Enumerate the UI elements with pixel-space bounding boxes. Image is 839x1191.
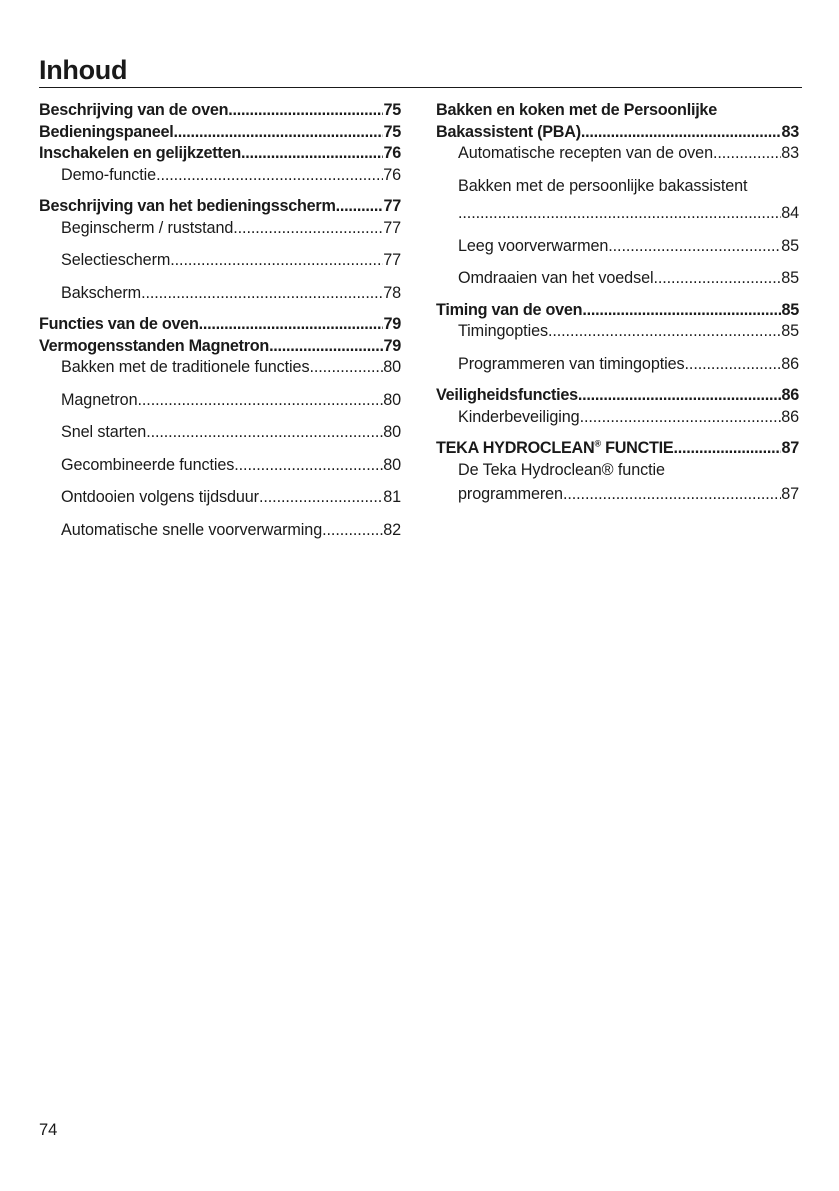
toc-entry[interactable] [436,300,799,322]
toc-entry-text: Omdraaien van het voedsel [458,269,654,287]
toc-entry-page: 83 [781,122,799,141]
toc-subentry[interactable] [39,455,401,477]
toc-entry-text [436,438,673,460]
toc-subentry[interactable] [436,460,799,506]
leader-dots [458,203,781,225]
toc-entry-text: De Teka Hydroclean® functie [458,460,665,479]
toc-entry-page: 84 [781,204,799,222]
toc-entry-text: Beschrijving van het bedieningsscherm [39,197,336,215]
toc-subentry[interactable] [39,357,401,379]
toc-entry-page: 82 [383,520,401,539]
leader-dots [336,196,384,218]
toc-entry-page: 75 [383,122,401,141]
toc-subentry[interactable] [39,218,401,240]
toc-right-column [436,100,799,506]
leader-dots [580,407,782,429]
toc-entry-text: Bakken met de persoonlijke bakassistent [458,176,748,195]
toc-entry-text: Veiligheidsfuncties [436,386,578,404]
toc-subentry[interactable] [436,354,799,376]
toc-entry-text: Bedieningspaneel [39,122,174,141]
toc-subentry[interactable] [39,390,401,412]
toc-entry-text: Magnetron [61,390,138,409]
toc-entry-page: 86 [781,354,799,373]
toc-entry[interactable] [436,100,799,143]
toc-entry-page: 77 [383,251,401,269]
toc-entry-text: Timingopties [458,322,548,340]
toc-entry-text: Functies van de oven [39,315,199,333]
toc-entry-text: Selectiescherm [61,251,171,269]
toc-subentry[interactable] [39,487,401,509]
toc-entry-page: 81 [383,488,401,506]
toc-entry-page: 83 [781,144,799,162]
leader-dots [713,143,781,165]
toc-entry-text: Gecombineerde functies [61,455,235,474]
toc-entry[interactable] [39,336,401,358]
leader-dots [548,321,781,343]
leader-dots [170,250,383,272]
toc-entry-continuation [458,203,799,225]
registered-mark: ® [594,438,601,449]
toc-entry-text: Timing van de oven [436,300,583,319]
leader-dots [673,438,781,460]
leader-dots [581,122,782,144]
leader-dots [309,357,383,379]
toc-entry-text-part: FUNCTIE [600,439,674,457]
toc-entry-page: 80 [383,358,401,376]
leader-dots [269,336,383,358]
toc-subentry[interactable] [436,407,799,429]
leader-dots [141,283,383,305]
toc-entry-text: Programmeren van timingopties [458,354,685,373]
leader-dots [608,236,781,258]
toc-entry-text: Vermogensstanden Magnetron [39,336,270,355]
leader-dots [241,143,384,165]
toc-entry-text: Bakken met de traditionele functies [61,358,310,376]
toc-entry[interactable] [39,122,401,144]
toc-entry-continuation [436,122,799,144]
toc-subentry[interactable] [436,321,799,343]
toc-entry-page: 78 [383,283,401,302]
toc-entry-text: Inschakelen en gelijkzetten [39,144,241,162]
toc-subentry[interactable] [39,422,401,444]
toc-subentry[interactable] [436,236,799,258]
toc-entry-continuation [458,484,799,506]
toc-entry-page: 80 [383,423,401,441]
toc-left-column [39,100,401,541]
leader-dots [582,300,781,322]
title-divider [39,87,802,88]
toc-entry-text: Ontdooien volgens tijdsduur [61,488,259,506]
toc-entry-page: 77 [383,218,401,237]
toc-entry[interactable] [436,438,799,460]
leader-dots [653,268,781,290]
leader-dots [233,218,383,240]
toc-entry[interactable] [39,143,401,165]
toc-entry-text: Bakassistent (PBA) [436,122,581,141]
toc-entry-page: 85 [781,322,799,340]
toc-entry-page: 80 [383,455,401,474]
leader-dots [146,422,383,444]
toc-entry-page: 80 [383,390,401,409]
leader-dots [156,165,383,187]
leader-dots [578,385,782,407]
leader-dots [138,390,384,412]
toc-entry[interactable] [436,385,799,407]
toc-entry-page: 76 [383,165,401,184]
leader-dots [199,314,384,336]
toc-entry-text: Automatische recepten van de oven [458,144,713,162]
leader-dots [174,122,384,144]
toc-entry[interactable] [39,196,401,218]
toc-entry-text: Demo-functie [61,165,157,184]
toc-entry-text-part: TEKA HYDROCLEAN [436,439,595,457]
toc-subentry[interactable] [436,143,799,165]
toc-entry-page: 86 [781,386,799,404]
toc-entry-text: Beginscherm / ruststand [61,218,234,237]
toc-subentry[interactable] [39,165,401,187]
toc-entry-page: 75 [383,101,401,119]
toc-entry-text: Automatische snelle voorverwarming [61,520,323,539]
toc-entry[interactable] [39,100,401,122]
leader-dots [259,487,383,509]
toc-entry[interactable] [39,314,401,336]
toc-subentry[interactable] [436,268,799,290]
toc-subentry[interactable] [39,283,401,305]
page-title: Inhoud [39,55,128,85]
toc-entry-page: 87 [781,485,799,503]
toc-entry-text: programmeren [458,485,563,503]
toc-entry-text: Leeg voorverwarmen [458,236,609,255]
toc-entry-page: 79 [383,336,401,355]
toc-entry-page: 79 [383,315,401,333]
leader-dots [234,455,383,477]
toc-entry-page: 86 [781,407,799,426]
toc-subentry[interactable] [436,176,799,225]
toc-entry-page: 85 [781,269,799,287]
toc-entry-text: Bakscherm [61,283,142,302]
leader-dots [563,484,781,506]
page-number: 74 [39,1121,58,1139]
toc-entry-page: 85 [781,300,799,319]
toc-subentry[interactable] [39,520,401,542]
toc-entry-page: 77 [383,197,401,215]
toc-entry-page: 76 [383,144,401,162]
toc-entry-text: Bakken en koken met de Persoonlijke [436,101,717,119]
leader-dots [322,520,383,542]
toc-entry-page: 87 [781,439,799,457]
toc-entry-text: Kinderbeveiliging [458,407,580,426]
toc-subentry[interactable] [39,250,401,272]
toc-entry-text: Beschrijving van de oven [39,101,229,119]
toc-entry-text: Snel starten [61,423,147,441]
toc-entry-page: 85 [781,236,799,255]
leader-dots [228,100,383,122]
leader-dots [685,354,782,376]
